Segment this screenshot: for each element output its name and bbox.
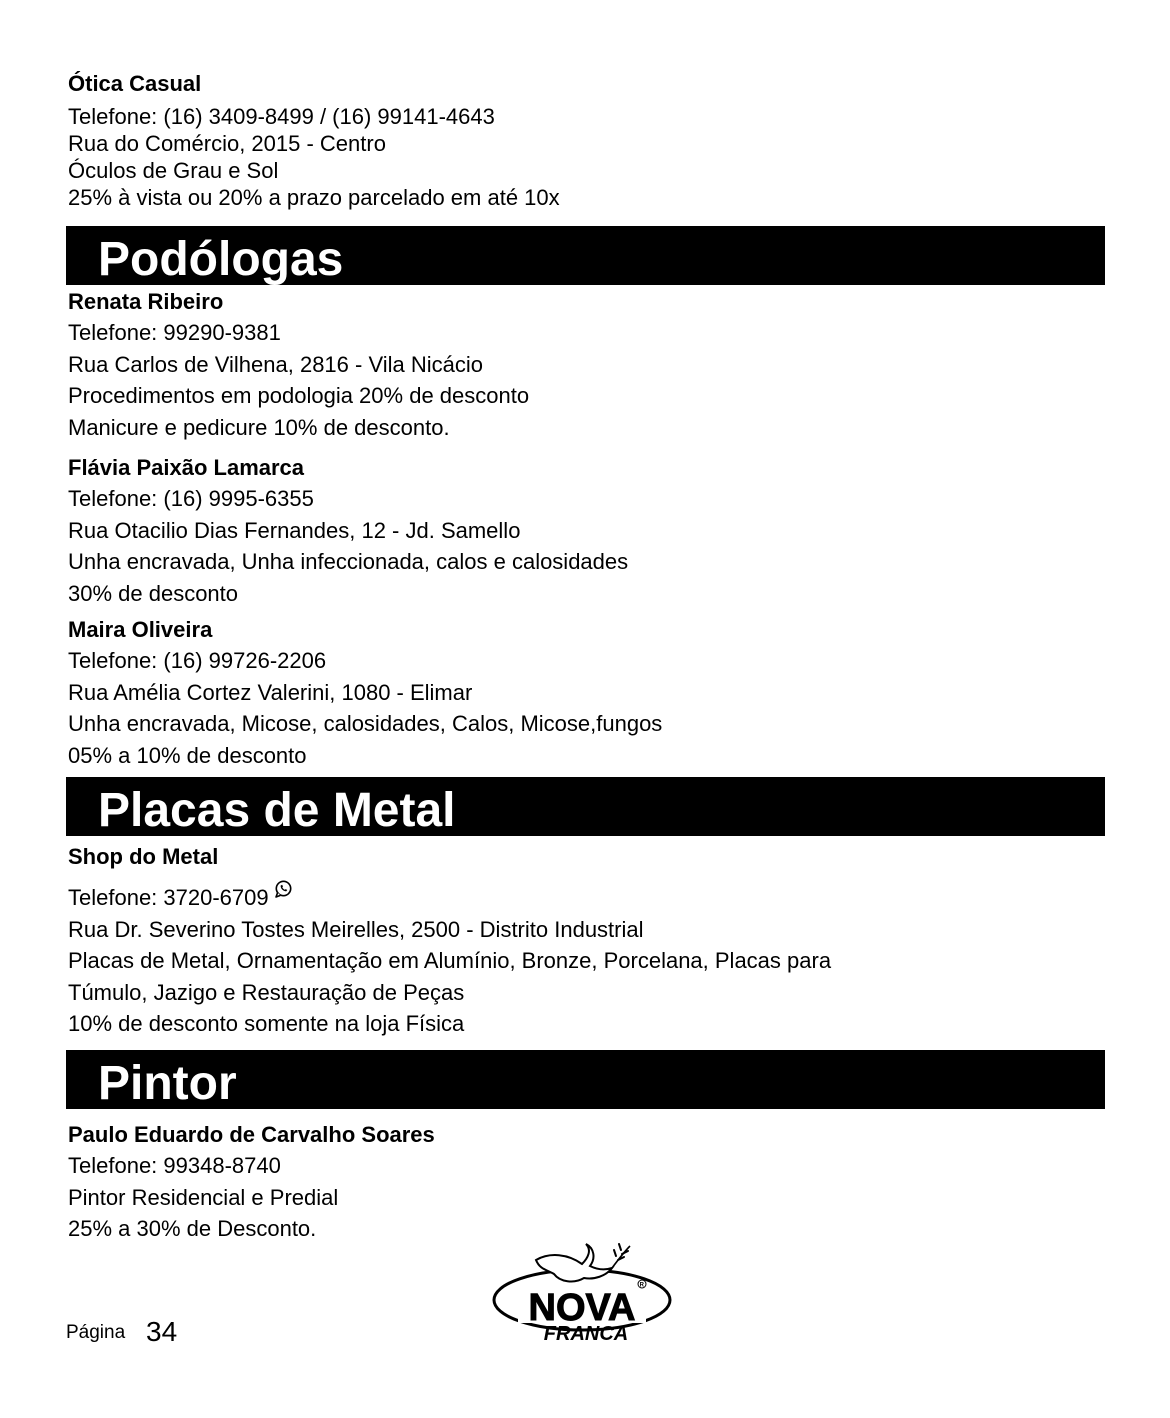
business-name: Maira Oliveira <box>68 617 213 642</box>
business-name: Ótica Casual <box>68 71 202 96</box>
business-name: Renata Ribeiro <box>68 289 224 314</box>
description-line: Unha encravada, Micose, calosidades, Calos, Micose,fungos <box>68 711 663 737</box>
phone-line: Telefone: (16) 9995-6355 <box>68 486 314 511</box>
section-header-podologas: Podólogas <box>66 226 1105 285</box>
description-line: Procedimentos em podologia 20% de desconto <box>68 383 530 409</box>
discount-line: 25% a 30% de Desconto. <box>68 1216 317 1242</box>
logo-word-nova: NOVA <box>528 1287 636 1329</box>
business-name: Paulo Eduardo de Carvalho Soares <box>68 1122 435 1147</box>
entry-renata-ribeiro <box>68 287 1098 443</box>
business-name: Shop do Metal <box>68 844 219 869</box>
description-line: Unha encravada, Unha infeccionada, calos e calosidades <box>68 549 629 575</box>
phone-line: Telefone: (16) 3409-8499 / (16) 99141-4643 <box>68 104 495 129</box>
section-header-placas-de-metal: Placas de Metal <box>66 777 1105 836</box>
logo-word-franca: FRANCA <box>543 1323 629 1345</box>
phone-line: Telefone: 99348-8740 <box>68 1153 281 1178</box>
entry-shop-do-metal <box>68 842 1098 1040</box>
discount-line: 25% à vista ou 20% a prazo parcelado em até 10x <box>68 185 560 210</box>
address-line: Rua Carlos de Vilhena, 2816 - Vila Nicácio <box>68 351 483 377</box>
discount-line: Manicure e pedicure 10% de desconto. <box>68 414 450 440</box>
phone-line: Telefone: 99290-9381 <box>68 320 281 345</box>
page-label: Página <box>66 1322 126 1343</box>
phone-text: Telefone: 3720-6709 <box>68 885 269 910</box>
address-line: Rua Otacilio Dias Fernandes, 12 - Jd. Samello <box>68 517 521 543</box>
nova-franca-logo <box>490 1240 680 1350</box>
entry-flavia-paixao-lamarca <box>68 453 1098 609</box>
description-line: Óculos de Grau e Sol <box>68 158 279 183</box>
description-line-2: Túmulo, Jazigo e Restauração de Peças <box>68 979 465 1005</box>
address-line: Rua Amélia Cortez Valerini, 1080 - Elimar <box>68 679 473 705</box>
section-header-pintor: Pintor <box>66 1050 1105 1109</box>
business-name: Flávia Paixão Lamarca <box>68 455 305 480</box>
description-line: Placas de Metal, Ornamentação em Alumínio, Bronze, Porcelana, Placas para <box>68 948 832 974</box>
otica-casual-entry <box>68 67 1098 211</box>
page-number: 34 <box>146 1316 178 1347</box>
svg-text:R: R <box>639 1282 644 1289</box>
dove-icon <box>536 1244 630 1281</box>
address-line: Rua Dr. Severino Tostes Meirelles, 2500 - Distrito Industrial <box>68 916 644 942</box>
entry-maira-oliveira <box>68 615 1098 771</box>
description-line: Pintor Residencial e Predial <box>68 1184 339 1210</box>
entry-paulo-eduardo <box>68 1120 1098 1245</box>
address-line: Rua do Comércio, 2015 - Centro <box>68 131 386 156</box>
whatsapp-icon <box>273 876 293 908</box>
phone-line <box>68 876 1098 914</box>
discount-line: 10% de desconto somente na loja Física <box>68 1011 465 1037</box>
discount-line: 30% de desconto <box>68 580 239 606</box>
phone-line: Telefone: (16) 99726-2206 <box>68 648 327 673</box>
discount-line: 05% a 10% de desconto <box>68 742 307 768</box>
